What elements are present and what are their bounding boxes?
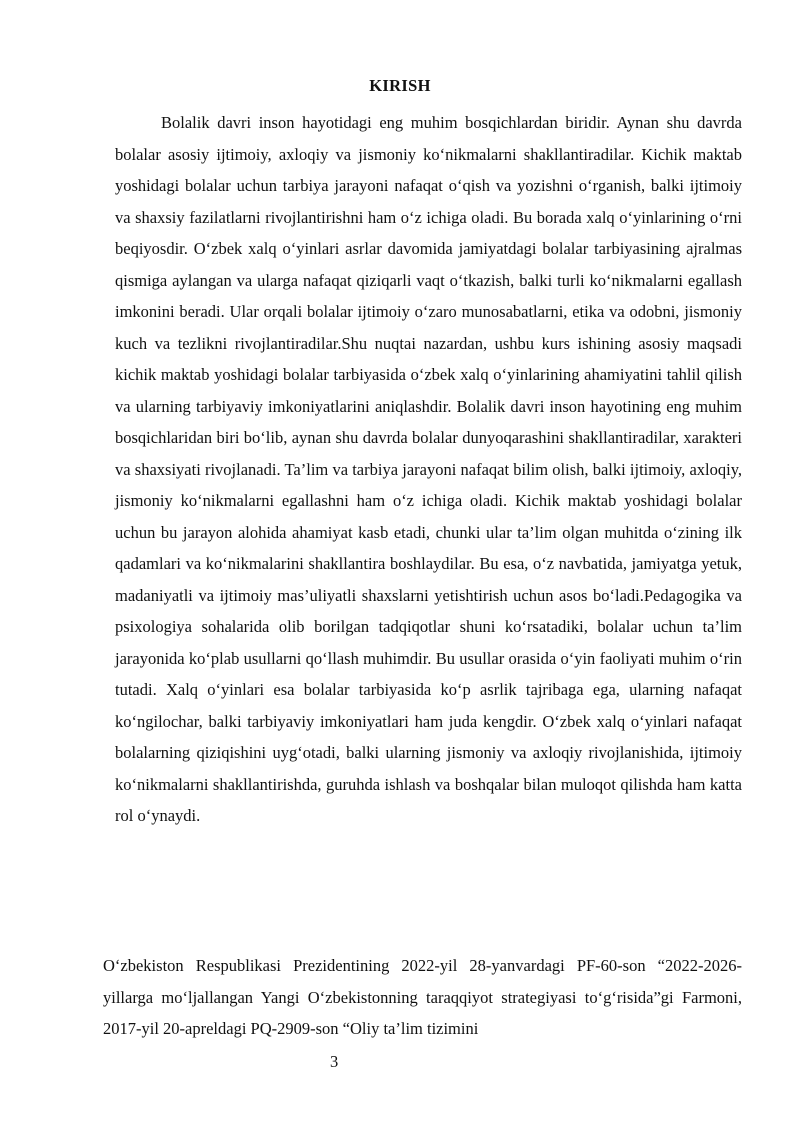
page-number: 3: [330, 1052, 339, 1071]
body-paragraph-legal: O‘zbekiston Respublikasi Prezidentining 2022-yil 28-yanvardagi PF-60-son “2022-2026-yillarga mo‘ljallangan Yangi O‘zbekistonning taraqqiyot strategiyasi to‘g‘risida”gi Farmoni, 2017-yil 20-apreldagi PQ-2909-son “Oliy ta’lim tizimini: [103, 956, 742, 1038]
page-title: KIRISH: [369, 76, 431, 95]
body-paragraph-intro: Bolalik davri inson hayotidagi eng muhim bosqichlardan biridir. Aynan shu davrda bolalar asosiy ijtimoiy, axloqiy va jismoniy ko‘nikmalarni shakllantiradilar. Kichik maktab yoshidagi bolalar uchun tarbiya jarayoni nafaqat o‘qish va yozishni o‘rganish, balki ijtimoiy va shaxsiy fazilatlarni rivojlantirishni ham o‘z ichiga oladi. Bu borada xalq o‘yinlarining o‘rni beqiyosdir. O‘zbek xalq o‘yinlari asrlar davomida jamiyatdagi bolalar tarbiyasining ajralmas qismiga aylangan va ularga nafaqat qiziqarli vaqt o‘tkazish, balki turli ko‘nikmalarni egallash imkonini beradi. Ular orqali bolalar ijtimoiy o‘zaro munosabatlarni, etika va odobni, jismoniy kuch va tezlikni rivojlantiradilar.Shu nuqtai nazardan, ushbu kurs ishining asosiy maqsadi kichik maktab yoshidagi bolalar tarbiyasida o‘zbek xalq o‘yinlarining ahamiyatini tahlil qilish va ularning tarbiyaviy imkoniyatlarini aniqlashdir. Bolalik davri inson hayotining eng muhim bosqichlaridan biri bo‘lib, aynan shu davrda bolalar dunyoqarashini shakllantiradilar, xarakteri va shaxsiyati rivojlanadi. Ta’lim va tarbiya jarayoni nafaqat bilim olish, balki ijtimoiy, axloqiy, jismoniy ko‘nikmalarni egallashni ham o‘z ichiga oladi. Kichik maktab yoshidagi bolalar uchun bu jarayon alohida ahamiyat kasb etadi, chunki ular ta’lim olgan muhitda o‘zining ilk qadamlari va ko‘nikmalarini shakllantira boshlaydilar. Bu esa, o‘z navbatida, jamiyatga yetuk, madaniyatli va ijtimoiy mas’uliyatli shaxslarni yetishtirish uchun asos bo‘ladi.Pedagogika va psixologiya sohalarida olib borilgan tadqiqotlar shuni ko‘rsatadiki, bolalar uchun ta’lim jarayonida ko‘plab usullarni qo‘llash muhimdir. Bu usullar orasida o‘yin faoliyati muhim o‘rin tutadi. Xalq o‘yinlari esa bolalar tarbiyasida ko‘p asrlik tajribaga ega, ularning nafaqat ko‘ngilochar, balki tarbiyaviy imkoniyatlari ham juda kengdir. O‘zbek xalq o‘yinlari nafaqat bolalarning qiziqishini uyg‘otadi, balki ularning jismoniy va axloqiy rivojlanishida, ijtimoiy ko‘nikmalarni shakllantirishda, guruhda ishlash va boshqalar bilan muloqot qilishda ham katta rol o‘ynaydi.: [115, 113, 742, 825]
